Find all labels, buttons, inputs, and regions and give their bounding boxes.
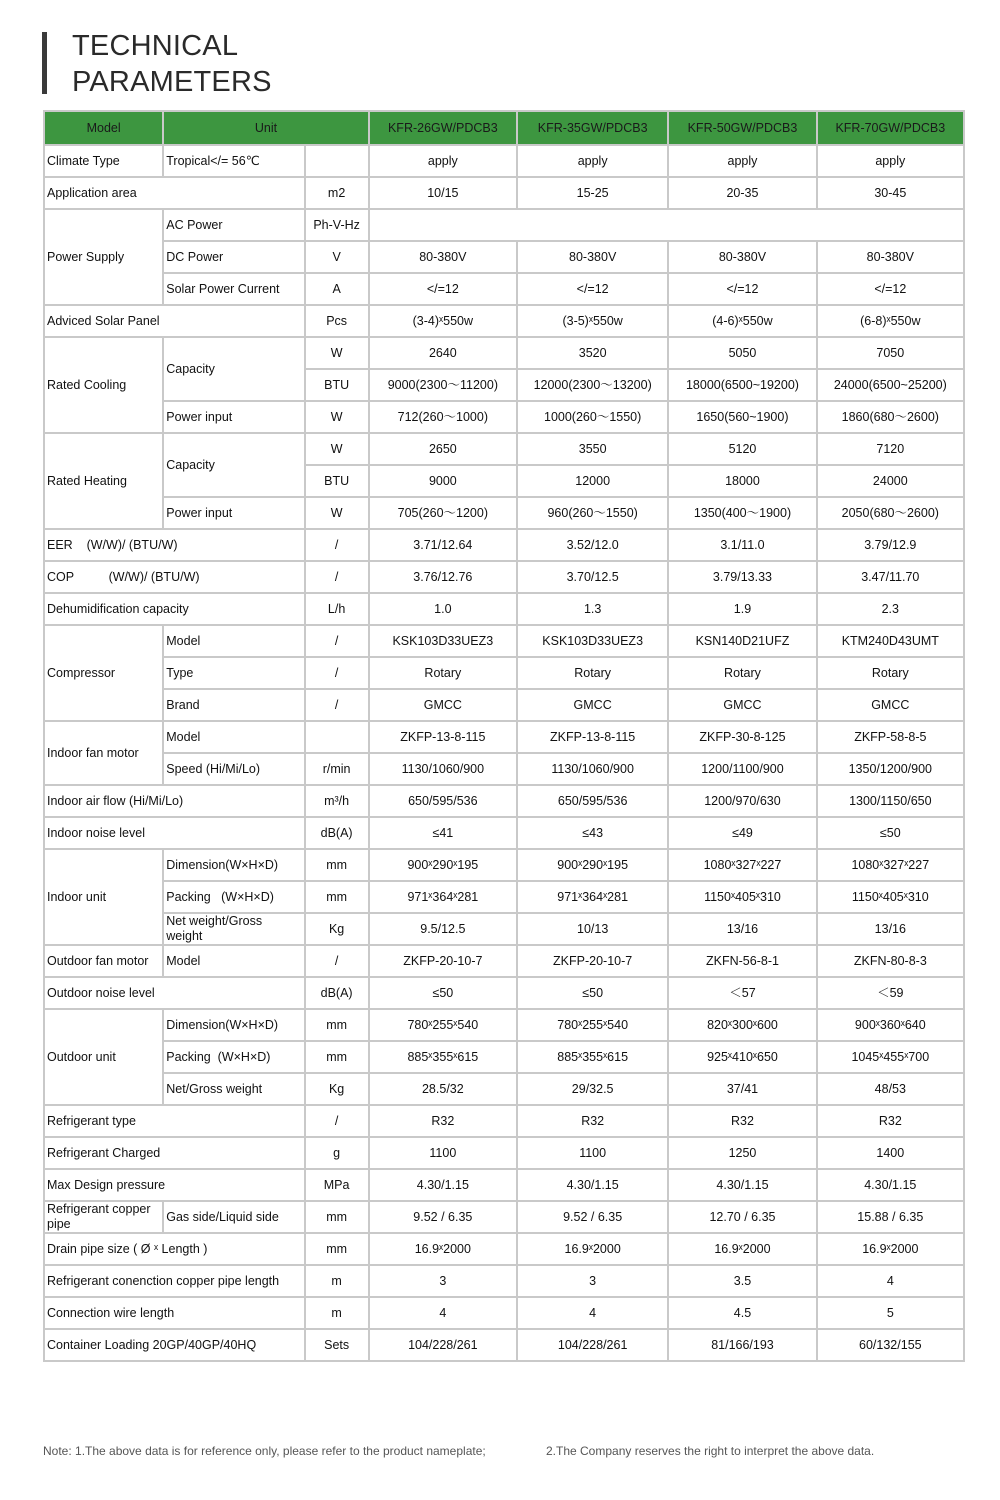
cell-value: 900ˣ290ˣ195	[370, 850, 516, 880]
table-row	[45, 690, 963, 720]
cell-value: 1080ˣ327ˣ227	[818, 850, 963, 880]
table-row	[45, 946, 963, 976]
cell-value: 3.1/11.0	[669, 530, 815, 560]
table-row	[45, 1042, 963, 1072]
cell-value: 4.5	[669, 1298, 815, 1328]
table-row	[45, 594, 963, 624]
cell-value: </=12	[818, 274, 963, 304]
table-row	[45, 530, 963, 560]
row-label: Rated Heating	[45, 434, 162, 528]
cell-value: ZKFN-56-8-1	[669, 946, 815, 976]
page-title	[72, 28, 272, 100]
cell-value: 5120	[669, 434, 815, 464]
cell-value: ≤50	[818, 818, 963, 848]
cell-value: 12000	[518, 466, 667, 496]
cell-value: apply	[518, 146, 667, 176]
cell-value: ZKFP-13-8-115	[518, 722, 667, 752]
row-sublabel: Power input	[164, 402, 303, 432]
row-unit: W	[306, 434, 368, 464]
row-label: Power Supply	[45, 210, 162, 304]
table-row	[45, 1298, 963, 1328]
cell-value: 960(260～1550)	[518, 498, 667, 528]
cell-empty	[370, 210, 963, 240]
cell-value: 60/132/155	[818, 1330, 963, 1360]
cell-value: 80-380V	[818, 242, 963, 272]
cell-value: 1130/1060/900	[518, 754, 667, 784]
cell-value: GMCC	[818, 690, 963, 720]
table-row	[45, 626, 963, 656]
table-row	[45, 1266, 963, 1296]
row-sublabel: Dimension(W×H×D)	[164, 1010, 303, 1040]
row-unit: dB(A)	[306, 818, 368, 848]
table-row	[45, 274, 963, 304]
cell-value: 3.76/12.76	[370, 562, 516, 592]
row-unit: BTU	[306, 466, 368, 496]
row-label: COP (W/W)/ (BTU/W)	[45, 562, 304, 592]
cell-value: 4	[518, 1298, 667, 1328]
cell-value: 28.5/32	[370, 1074, 516, 1104]
cell-value: 1350/1200/900	[818, 754, 963, 784]
cell-value: 1.3	[518, 594, 667, 624]
row-label: Drain pipe size ( Ø ˣ Length )	[45, 1234, 304, 1264]
cell-value: 3.5	[669, 1266, 815, 1296]
cell-value: KSK103D33UEZ3	[518, 626, 667, 656]
cell-value: 3550	[518, 434, 667, 464]
cell-value: 2640	[370, 338, 516, 368]
row-label: Climate Type	[45, 146, 162, 176]
title-accent-bar	[42, 32, 47, 94]
cell-value: 1300/1150/650	[818, 786, 963, 816]
row-sublabel: Net/Gross weight	[164, 1074, 303, 1104]
row-sublabel: Brand	[164, 690, 303, 720]
table-row	[45, 1170, 963, 1200]
row-unit: W	[306, 402, 368, 432]
table-row	[45, 562, 963, 592]
row-sublabel: Model	[164, 722, 303, 752]
cell-value: 705(260～1200)	[370, 498, 516, 528]
row-unit: dB(A)	[306, 978, 368, 1008]
cell-value: (4-6)ˣ550w	[669, 306, 815, 336]
cell-value: ≤43	[518, 818, 667, 848]
cell-value: 900ˣ290ˣ195	[518, 850, 667, 880]
cell-value: 885ˣ355ˣ615	[370, 1042, 516, 1072]
cell-value: 2650	[370, 434, 516, 464]
cell-value: 1.0	[370, 594, 516, 624]
row-unit: /	[306, 1106, 368, 1136]
table-row	[45, 498, 963, 528]
cell-value: 18000	[669, 466, 815, 496]
row-label: EER (W/W)/ (BTU/W)	[45, 530, 304, 560]
cell-value: 4.30/1.15	[818, 1170, 963, 1200]
cell-value: ≤50	[518, 978, 667, 1008]
row-sublabel: Type	[164, 658, 303, 688]
table-row	[45, 658, 963, 688]
cell-value: ZKFP-30-8-125	[669, 722, 815, 752]
cell-value: 12000(2300～13200)	[518, 370, 667, 400]
row-unit: W	[306, 338, 368, 368]
row-unit: mm	[306, 850, 368, 880]
row-unit: /	[306, 530, 368, 560]
footnote-1: Note: 1.The above data is for reference only, please refer to the product nameplate;	[43, 1444, 486, 1458]
cell-value: ≤50	[370, 978, 516, 1008]
cell-value: R32	[818, 1106, 963, 1136]
cell-value: 780ˣ255ˣ540	[370, 1010, 516, 1040]
row-unit: A	[306, 274, 368, 304]
table-row	[45, 1138, 963, 1168]
cell-value: 1350(400～1900)	[669, 498, 815, 528]
cell-value: ＜59	[818, 978, 963, 1008]
table-row	[45, 1074, 963, 1104]
cell-value: 1200/1100/900	[669, 754, 815, 784]
cell-value: 80-380V	[370, 242, 516, 272]
cell-value: 925ˣ410ˣ650	[669, 1042, 815, 1072]
row-unit: m³/h	[306, 786, 368, 816]
cell-value: apply	[370, 146, 516, 176]
table-row	[45, 914, 963, 944]
cell-value: 3.79/13.33	[669, 562, 815, 592]
cell-value: GMCC	[518, 690, 667, 720]
cell-value: 9.52 / 6.35	[518, 1202, 667, 1232]
table-row	[45, 178, 963, 208]
row-label: Refrigerant copper pipe	[45, 1202, 162, 1232]
cell-value: 4.30/1.15	[370, 1170, 516, 1200]
cell-value: 3.52/12.0	[518, 530, 667, 560]
header-unit: Unit	[164, 112, 367, 144]
cell-value: 10/13	[518, 914, 667, 944]
cell-value: 3520	[518, 338, 667, 368]
cell-value: ≤41	[370, 818, 516, 848]
row-unit: /	[306, 690, 368, 720]
cell-value: 1130/1060/900	[370, 754, 516, 784]
row-label: Indoor air flow (Hi/Mi/Lo)	[45, 786, 304, 816]
row-unit: mm	[306, 882, 368, 912]
cell-value: 1250	[669, 1138, 815, 1168]
cell-value: 24000	[818, 466, 963, 496]
cell-value: 15-25	[518, 178, 667, 208]
row-sublabel: Model	[164, 626, 303, 656]
row-label: Refrigerant conenction copper pipe length	[45, 1266, 304, 1296]
cell-value: 971ˣ364ˣ281	[518, 882, 667, 912]
cell-value: 16.9ˣ2000	[370, 1234, 516, 1264]
cell-value: 37/41	[669, 1074, 815, 1104]
title-line-1: TECHNICAL	[72, 30, 239, 62]
cell-value: 885ˣ355ˣ615	[518, 1042, 667, 1072]
cell-value: 1200/970/630	[669, 786, 815, 816]
cell-value: 5	[818, 1298, 963, 1328]
cell-value: </=12	[669, 274, 815, 304]
row-label: Indoor fan motor	[45, 722, 162, 784]
cell-value: apply	[669, 146, 815, 176]
row-label: Max Design pressure	[45, 1170, 304, 1200]
row-unit: Kg	[306, 1074, 368, 1104]
cell-value: ZKFP-13-8-115	[370, 722, 516, 752]
row-unit: BTU	[306, 370, 368, 400]
cell-value: 5050	[669, 338, 815, 368]
cell-value: 18000(6500~19200)	[669, 370, 815, 400]
cell-value: ≤49	[669, 818, 815, 848]
cell-value: 104/228/261	[518, 1330, 667, 1360]
cell-value: (6-8)ˣ550w	[818, 306, 963, 336]
cell-value: 1100	[370, 1138, 516, 1168]
cell-value: R32	[669, 1106, 815, 1136]
cell-value: 650/595/536	[370, 786, 516, 816]
header-model-name: KFR-70GW/PDCB3	[818, 112, 963, 144]
cell-value: 3.71/12.64	[370, 530, 516, 560]
cell-value: 3.79/12.9	[818, 530, 963, 560]
cell-value: 9.52 / 6.35	[370, 1202, 516, 1232]
row-unit: W	[306, 498, 368, 528]
row-sublabel: Capacity	[164, 434, 303, 496]
cell-value: ＜57	[669, 978, 815, 1008]
cell-value: 4	[818, 1266, 963, 1296]
table-row	[45, 754, 963, 784]
header-model-name: KFR-26GW/PDCB3	[370, 112, 516, 144]
cell-value: 1860(680～2600)	[818, 402, 963, 432]
row-unit: m	[306, 1266, 368, 1296]
cell-value: 80-380V	[518, 242, 667, 272]
cell-value: 1150ˣ405ˣ310	[818, 882, 963, 912]
row-sublabel: Packing (W×H×D)	[164, 882, 303, 912]
row-label: Rated Cooling	[45, 338, 162, 432]
cell-value: 1045ˣ455ˣ700	[818, 1042, 963, 1072]
cell-value: 16.9ˣ2000	[669, 1234, 815, 1264]
cell-value: (3-5)ˣ550w	[518, 306, 667, 336]
table-row	[45, 338, 963, 368]
cell-value: 9000	[370, 466, 516, 496]
cell-value: 104/228/261	[370, 1330, 516, 1360]
cell-value: KTM240D43UMT	[818, 626, 963, 656]
row-unit: mm	[306, 1010, 368, 1040]
cell-value: 3.70/12.5	[518, 562, 667, 592]
cell-value: 712(260～1000)	[370, 402, 516, 432]
cell-value: 650/595/536	[518, 786, 667, 816]
table-row	[45, 1010, 963, 1040]
cell-value: 1650(560~1900)	[669, 402, 815, 432]
cell-value: 1150ˣ405ˣ310	[669, 882, 815, 912]
row-label: Container Loading 20GP/40GP/40HQ	[45, 1330, 304, 1360]
cell-value: apply	[818, 146, 963, 176]
cell-value: 9.5/12.5	[370, 914, 516, 944]
cell-value: 7050	[818, 338, 963, 368]
row-unit: m	[306, 1298, 368, 1328]
cell-value: KSK103D33UEZ3	[370, 626, 516, 656]
cell-value: 900ˣ360ˣ640	[818, 1010, 963, 1040]
header-model: Model	[45, 112, 162, 144]
cell-value: 4.30/1.15	[669, 1170, 815, 1200]
cell-value: ZKFP-20-10-7	[518, 946, 667, 976]
header-model-name: KFR-50GW/PDCB3	[669, 112, 815, 144]
cell-value: Rotary	[669, 658, 815, 688]
cell-value: 80-380V	[669, 242, 815, 272]
table-row	[45, 818, 963, 848]
cell-value: 780ˣ255ˣ540	[518, 1010, 667, 1040]
cell-value: 12.70 / 6.35	[669, 1202, 815, 1232]
table-row	[45, 402, 963, 432]
cell-value: 16.9ˣ2000	[818, 1234, 963, 1264]
footnote-2: 2.The Company reserves the right to interpret the above data.	[546, 1444, 875, 1458]
row-label: Refrigerant Charged	[45, 1138, 304, 1168]
row-label: Application area	[45, 178, 304, 208]
table-row	[45, 1234, 963, 1264]
cell-value: 10/15	[370, 178, 516, 208]
row-sublabel: Gas side/Liquid side	[164, 1202, 303, 1232]
cell-value: ZKFN-80-8-3	[818, 946, 963, 976]
row-label: Connection wire length	[45, 1298, 304, 1328]
title-line-2: PARAMETERS	[72, 66, 272, 98]
cell-value: Rotary	[518, 658, 667, 688]
row-unit: L/h	[306, 594, 368, 624]
row-unit: /	[306, 658, 368, 688]
cell-value: </=12	[370, 274, 516, 304]
cell-value: </=12	[518, 274, 667, 304]
row-unit: /	[306, 626, 368, 656]
cell-value: 971ˣ364ˣ281	[370, 882, 516, 912]
row-sublabel: Capacity	[164, 338, 303, 400]
cell-value: 15.88 / 6.35	[818, 1202, 963, 1232]
table-row	[45, 210, 963, 240]
row-unit: Pcs	[306, 306, 368, 336]
row-label: Outdoor noise level	[45, 978, 304, 1008]
table-row	[45, 786, 963, 816]
cell-value: 29/32.5	[518, 1074, 667, 1104]
table-row	[45, 850, 963, 880]
row-unit: mm	[306, 1234, 368, 1264]
cell-value: 820ˣ300ˣ600	[669, 1010, 815, 1040]
cell-value: 13/16	[818, 914, 963, 944]
cell-value: 1100	[518, 1138, 667, 1168]
cell-value: 3.47/11.70	[818, 562, 963, 592]
row-sublabel: Net weight/Gross weight	[164, 914, 303, 944]
table-row	[45, 306, 963, 336]
cell-value: 16.9ˣ2000	[518, 1234, 667, 1264]
row-sublabel: Power input	[164, 498, 303, 528]
cell-value: KSN140D21UFZ	[669, 626, 815, 656]
cell-value: 1400	[818, 1138, 963, 1168]
cell-value: 2.3	[818, 594, 963, 624]
cell-value: 4.30/1.15	[518, 1170, 667, 1200]
row-sublabel: AC Power	[164, 210, 303, 240]
cell-value: R32	[518, 1106, 667, 1136]
cell-value: 48/53	[818, 1074, 963, 1104]
cell-value: 7120	[818, 434, 963, 464]
table-row	[45, 722, 963, 752]
cell-value: GMCC	[370, 690, 516, 720]
row-label: Compressor	[45, 626, 162, 720]
header-row	[45, 112, 963, 144]
table-row	[45, 146, 963, 176]
row-unit: m2	[306, 178, 368, 208]
cell-value: 30-45	[818, 178, 963, 208]
row-unit	[306, 722, 368, 752]
row-unit: Ph-V-Hz	[306, 210, 368, 240]
table-row	[45, 1330, 963, 1360]
row-label: Outdoor fan motor	[45, 946, 162, 976]
cell-value: ZKFP-20-10-7	[370, 946, 516, 976]
cell-value: (3-4)ˣ550w	[370, 306, 516, 336]
table-row	[45, 1202, 963, 1232]
row-unit	[306, 146, 368, 176]
row-unit: MPa	[306, 1170, 368, 1200]
table-row	[45, 242, 963, 272]
cell-value: 20-35	[669, 178, 815, 208]
row-sublabel: Speed (Hi/Mi/Lo)	[164, 754, 303, 784]
row-unit: g	[306, 1138, 368, 1168]
row-label: Dehumidification capacity	[45, 594, 304, 624]
header-model-name: KFR-35GW/PDCB3	[518, 112, 667, 144]
cell-value: 1000(260～1550)	[518, 402, 667, 432]
row-unit: Kg	[306, 914, 368, 944]
row-sublabel: Packing (W×H×D)	[164, 1042, 303, 1072]
row-sublabel: Solar Power Current	[164, 274, 303, 304]
table-row	[45, 434, 963, 464]
row-sublabel: Dimension(W×H×D)	[164, 850, 303, 880]
cell-value: GMCC	[669, 690, 815, 720]
cell-value: 3	[370, 1266, 516, 1296]
cell-value: 9000(2300～11200)	[370, 370, 516, 400]
cell-value: 24000(6500~25200)	[818, 370, 963, 400]
cell-value: 4	[370, 1298, 516, 1328]
row-label: Adviced Solar Panel	[45, 306, 304, 336]
spec-table	[43, 110, 965, 1362]
row-unit: Sets	[306, 1330, 368, 1360]
row-label: Outdoor unit	[45, 1010, 162, 1104]
row-sublabel: Tropical</= 56℃	[164, 146, 303, 176]
cell-value: 13/16	[669, 914, 815, 944]
cell-value: Rotary	[818, 658, 963, 688]
row-unit: V	[306, 242, 368, 272]
cell-value: 81/166/193	[669, 1330, 815, 1360]
cell-value: Rotary	[370, 658, 516, 688]
row-sublabel: Model	[164, 946, 303, 976]
row-label: Indoor noise level	[45, 818, 304, 848]
table-row	[45, 882, 963, 912]
row-label: Indoor unit	[45, 850, 162, 944]
cell-value: 1080ˣ327ˣ227	[669, 850, 815, 880]
table-row	[45, 1106, 963, 1136]
row-unit: mm	[306, 1202, 368, 1232]
row-unit: /	[306, 946, 368, 976]
table-row	[45, 978, 963, 1008]
row-unit: /	[306, 562, 368, 592]
row-sublabel: DC Power	[164, 242, 303, 272]
cell-value: 1.9	[669, 594, 815, 624]
cell-value: R32	[370, 1106, 516, 1136]
row-unit: r/min	[306, 754, 368, 784]
row-label: Refrigerant type	[45, 1106, 304, 1136]
cell-value: 2050(680～2600)	[818, 498, 963, 528]
cell-value: 3	[518, 1266, 667, 1296]
row-unit: mm	[306, 1042, 368, 1072]
cell-value: ZKFP-58-8-5	[818, 722, 963, 752]
